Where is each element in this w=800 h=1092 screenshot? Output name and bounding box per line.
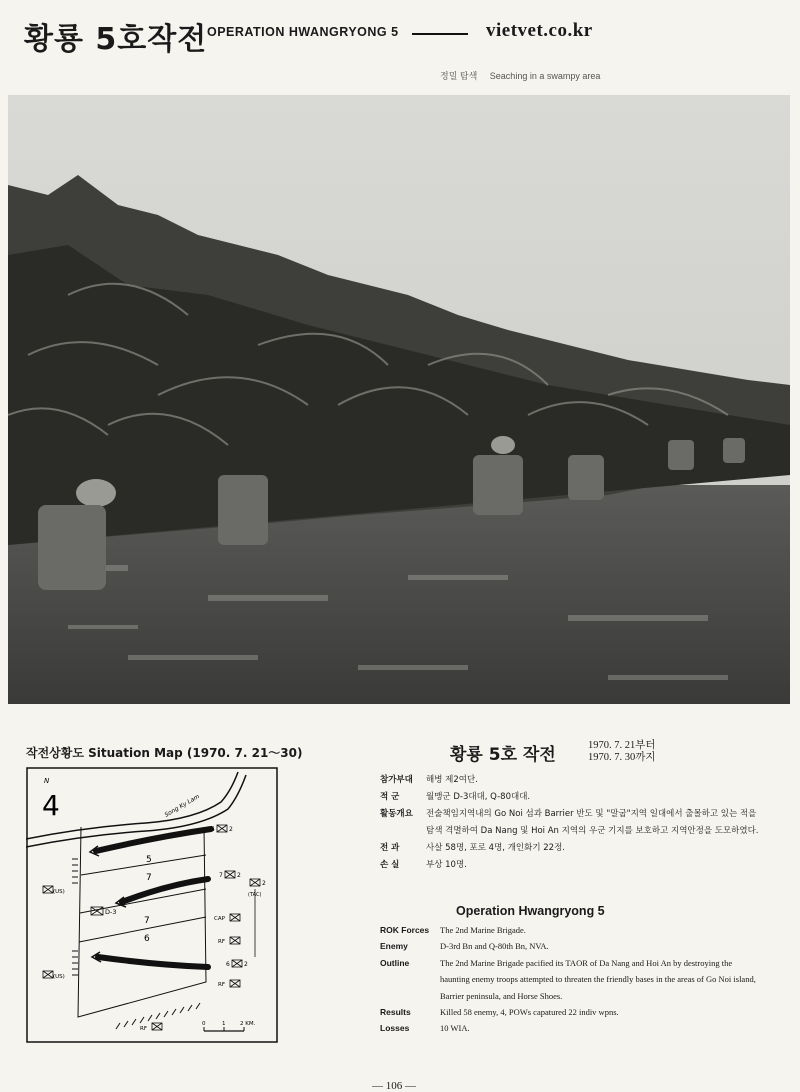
english-row-outline [380,955,758,1004]
unit-label-rf1: RF [218,939,225,945]
photo-caption [440,69,610,82]
page-number: — 106 — [372,1080,416,1092]
unit-label-rf3: RF [140,1026,147,1032]
english-row-label: Losses [380,1023,410,1034]
korean-row-label: 전 과 [380,843,400,853]
unit-label-5: 5 [211,826,215,833]
phase-label-c: 7 [144,916,150,926]
english-row-label: Outline [380,957,410,968]
operation-title-korean: 황룡 5호 작전 [450,745,556,765]
unit-label-d3: D-3 [105,908,117,916]
unit-label-us1: (US) [53,889,65,895]
caption-korean: 정밀 탐색 [440,71,478,81]
caption-english: Seaching in a swampy area [489,71,601,81]
korean-row-label: 손 실 [380,860,400,870]
unit-label-7: 7 [219,872,223,879]
english-row-value: D-3rd Bn and Q-80th Bn, NVA. [440,941,549,952]
english-row-losses [380,1020,758,1036]
english-row-label: Enemy [380,941,408,952]
situation-map [26,767,278,1043]
korean-row-units [380,772,760,789]
scale-label-1: 1 [222,1021,226,1027]
unit-label-2c: 2 [262,880,266,887]
korean-row-value: 월맹군 D-3대대, Q-80대대. [426,792,531,802]
korean-row-results [380,840,760,857]
unit-label-2b: 2 [237,872,241,879]
unit-label-2d: 2 [244,961,248,968]
english-row-results [380,1004,758,1020]
unit-label-2a: 2 [229,826,233,833]
korean-row-label: 활동개요 [380,809,413,819]
english-row-value: 10 WIA. [440,1023,470,1034]
unit-label-rf2: RF [218,982,225,988]
unit-label-tac: (TAC) [248,892,262,898]
korean-row-label: 적 군 [380,792,400,802]
english-row-label: Results [380,1007,411,1018]
title-rule [412,33,468,35]
map-title: 작전상황도 Situation Map (1970. 7. 21～30) [26,746,303,760]
english-row-enemy [380,938,758,954]
scale-label-2km: 2 KM. [240,1021,256,1027]
unit-label-us2: (US) [53,974,65,980]
korean-row-enemy [380,789,760,806]
unit-label-cap: CAP [214,916,225,922]
korean-row-losses [380,857,760,874]
phase-label-b: 7 [146,873,152,883]
korean-row-value: 사살 58명, 포로 4명, 개인화기 22정. [426,843,565,853]
site-watermark: vietvet.co.kr [486,20,593,41]
korean-row-value: 해병 제2여단. [426,775,478,785]
date-from: 1970. 7. 21부터 [588,740,656,751]
scale-label-0: 0 [202,1021,206,1027]
north-number: 4 [42,789,60,822]
date-to: 1970. 7. 30까지 [588,752,656,763]
river-label: Song Ky Lam [163,793,201,819]
korean-summary [380,772,760,874]
korean-row-value: 부상 10명. [426,860,467,870]
phase-label-d: 6 [144,934,150,944]
english-row-value: Killed 58 enemy, 4, POWs capatured 22 indiv wpns. [440,1007,619,1018]
english-row-value: The 2nd Marine Brigade pacified its TAOR of Da Nang and Hoi An by destroying the haunting enemy troops attempted to threaten the friendly bases in the areas of Go Noi island, Barrier peninsula, and Horse Shoes. [440,957,756,1001]
english-row-label: ROK Forces [380,925,430,935]
korean-row-label: 참가부대 [380,775,413,785]
page-title-korean: 황룡 5호작전 [24,22,208,57]
korean-row-outline [380,806,760,840]
phase-label-a: 5 [146,855,152,865]
operation-dates [588,740,656,764]
english-row-forces [380,922,758,938]
north-arrow-label: N [44,777,50,785]
swamp-photo [8,95,790,704]
korean-row-value: 전술책임지역내의 Go Noi 섬과 Barrier 반도 및 "말굽"지역 일대에서 출몰하고 있는 적을 탐색 격멸하여 Da Nang 및 Hoi An 지역의 우군 기지를 보호하고 지역안정을 도모하였다. [426,809,759,836]
operation-title-english: Operation Hwangryong 5 [456,904,605,918]
page-title-english: OPERATION HWANGRYONG 5 [207,25,399,39]
unit-label-6: 6 [226,961,230,968]
english-row-value: The 2nd Marine Brigade. [440,925,526,935]
english-summary [380,922,758,1037]
